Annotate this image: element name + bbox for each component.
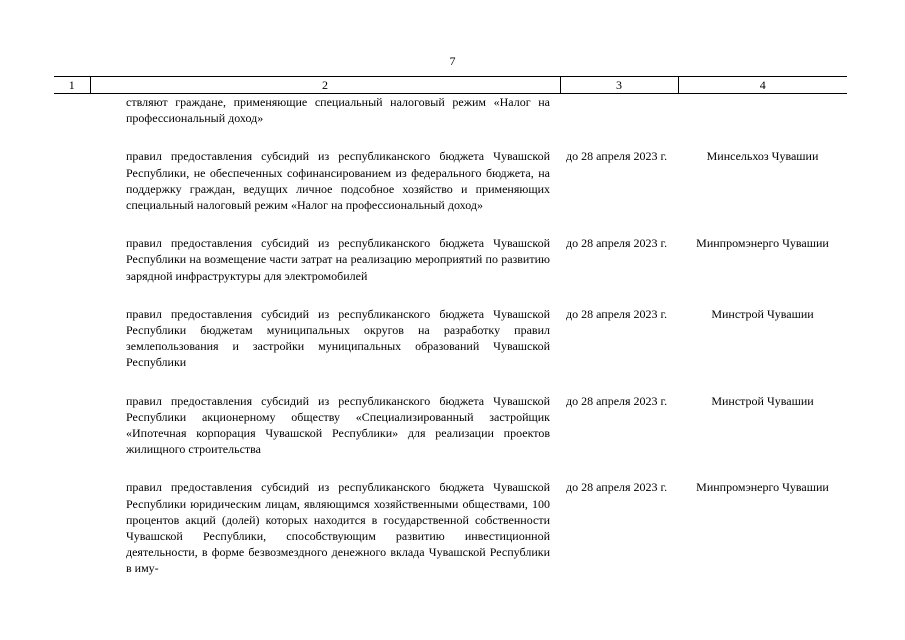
row-deadline: до 28 апреля 2023 г. [566,236,668,251]
table-row [54,306,847,393]
row-deadline: до 28 апреля 2023 г. [566,480,668,495]
table-row [54,393,847,480]
page-number: 7 [449,54,456,68]
row-deadline: до 28 апреля 2023 г. [566,149,668,164]
row-description: правил предоставления субсидий из республиканского бюджета Чувашской Республики бюджетам муниципальных округов на разработку правил землепользования и застройки муниципальных образований Чувашской Республики [126,306,550,370]
column-header-1: 1 [54,77,90,94]
column-header-3: 3 [560,77,678,94]
row-responsible: Минстрой Чувашии [711,306,814,321]
row-description: правил предоставления субсидий из республиканского бюджета Чувашской Республики, не обеспеченных софинансированием из федерального бюджета, на поддержку граждан, ведущих личное подсобное хозяйство и применяющих специальный налоговый режим «Налог на профессиональный доход» [126,149,550,213]
row-deadline: до 28 апреля 2023 г. [566,306,668,321]
table-row [54,235,847,306]
row-description: правил предоставления субсидий из республиканского бюджета Чувашской Республики акционерному обществу «Специализированный застройщик «Ипотечная корпорация Чувашской Республики» для реализации проектов жилищного строительства [126,393,550,457]
row-responsible: Минстрой Чувашии [711,393,814,408]
table-header-row [54,77,847,94]
row-description: правил предоставления субсидий из республиканского бюджета Чувашской Республики юридическим лицам, являющимся хозяйственными обществами, 100 процентов акций (долей) которых находится в государственной собственности Чувашской Республики, способствующим развитию инвестиционной деятельности, в форме безвозмездного денежного вклада Чувашской Республики в иму- [126,480,550,576]
row-responsible [678,94,847,149]
row-responsible: Минпромэнерго Чувашии [696,480,829,495]
row-description: правил предоставления субсидий из республиканского бюджета Чувашской Республики на возмещение части затрат на реализацию мероприятий по развитию зарядной инфраструктуры для электромобилей [126,236,550,283]
table-row [54,479,847,576]
row-deadline: до 28 апреля 2023 г. [566,393,668,408]
row-responsible: Минсельхоз Чувашии [706,149,819,164]
document-table [54,76,847,577]
row-description: ствляют граждане, применяющие специальный налоговый режим «Налог на профессиональный доход» [126,95,550,126]
table-row [54,148,847,235]
column-header-2: 2 [90,77,560,94]
row-deadline [560,94,678,149]
column-header-4: 4 [678,77,847,94]
row-responsible: Минпромэнерго Чувашии [696,236,829,251]
table-row [54,94,847,149]
